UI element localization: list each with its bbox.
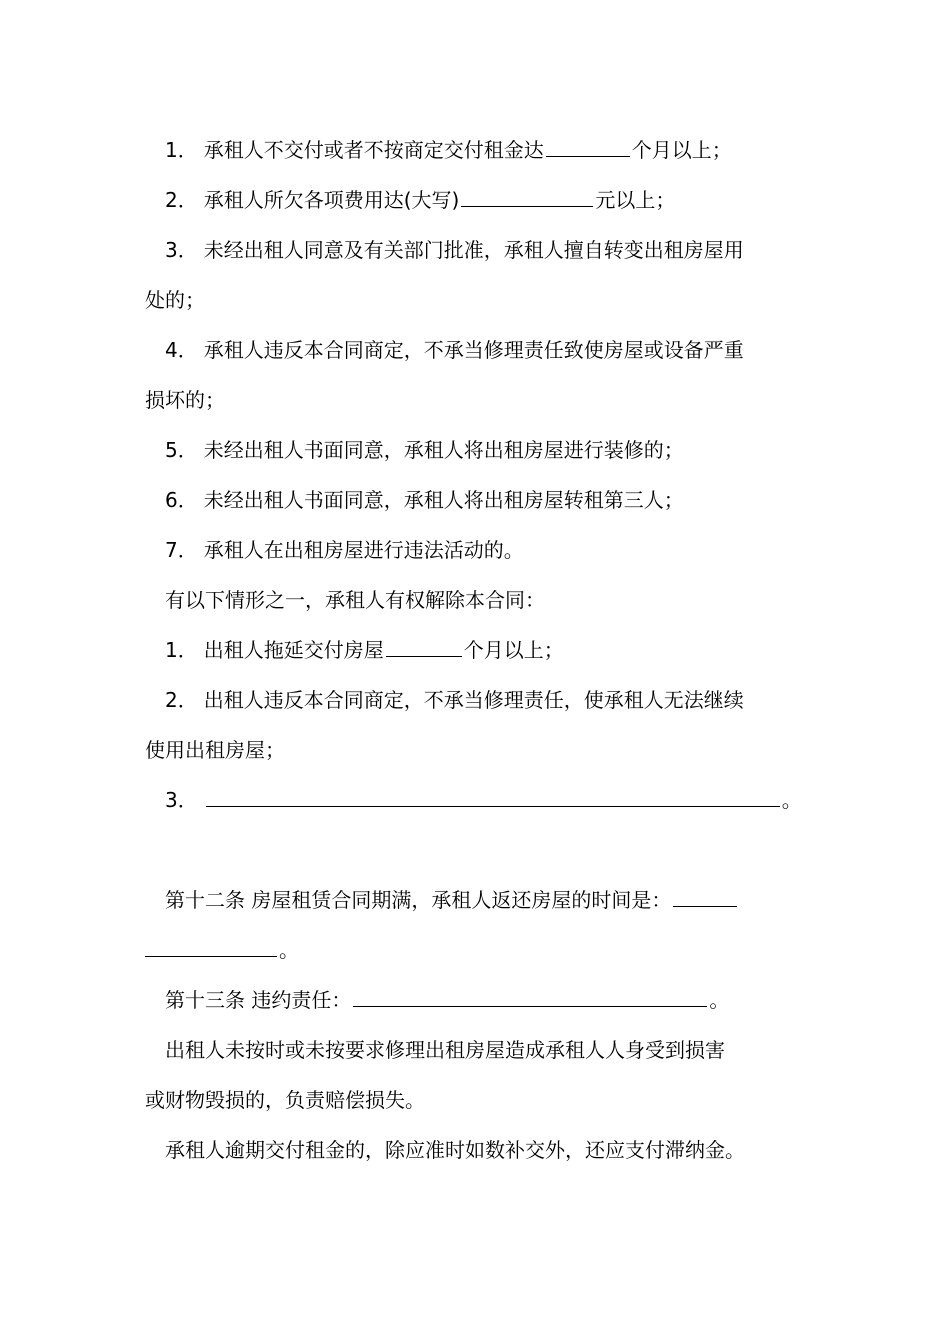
- clause-3-continuation: [145, 286, 825, 314]
- clause-1-rent-overdue: [165, 136, 845, 164]
- item-number: 6．: [165, 488, 198, 512]
- clause-text: 损坏的；: [145, 388, 225, 412]
- article-13-liability: [165, 986, 845, 1014]
- clause-6-sublease: [165, 486, 845, 514]
- fill-blank[interactable]: [673, 886, 737, 907]
- tenant-clause-2-repair: [165, 686, 845, 714]
- clause-2-unpaid-fees: [165, 186, 845, 214]
- item-number: 3．: [165, 788, 198, 812]
- clause-text: 处的；: [145, 288, 205, 312]
- tenant-late-payment: [165, 1136, 845, 1164]
- clause-text-suffix: 元以上；: [595, 188, 676, 212]
- item-number: 1．: [165, 138, 198, 162]
- item-number: 2．: [165, 688, 198, 712]
- clause-text: 出租人未按时或未按要求修理出租房屋造成承租人人身受到损害: [165, 1038, 725, 1062]
- clause-text: 未经出租人同意及有关部门批准，承租人擅自转变出租房屋用: [203, 238, 744, 262]
- clause-text-suffix: 。: [781, 788, 802, 812]
- fill-blank[interactable]: [145, 936, 277, 957]
- landlord-repair-liability: [165, 1036, 845, 1064]
- tenant-termination-heading: [165, 586, 845, 614]
- clause-7-illegal-activity: [165, 536, 845, 564]
- clause-text: 未经出租人书面同意，承租人将出租房屋转租第三人；: [203, 488, 684, 512]
- tenant-clause-2-continuation: [145, 736, 825, 764]
- clause-text: 未经出租人书面同意，承租人将出租房屋进行装修的；: [203, 438, 684, 462]
- clause-text: 出租人违反本合同商定，不承当修理责任，使承租人无法继续: [203, 688, 744, 712]
- clause-text-suffix: 个月以上；: [631, 138, 732, 162]
- clause-text: 或财物毁损的，负责赔偿损失。: [145, 1088, 425, 1112]
- clause-3-change-use: [165, 236, 845, 264]
- item-number: 1．: [165, 638, 198, 662]
- fill-blank[interactable]: [546, 136, 630, 157]
- article-12-continuation: [145, 936, 825, 964]
- clause-text: 承租人所欠各项费用达(大写): [203, 188, 460, 212]
- clause-text-suffix: 个月以上；: [463, 638, 564, 662]
- article-12-return-time: [165, 886, 845, 914]
- clause-text: 有以下情形之一，承租人有权解除本合同：: [165, 588, 545, 612]
- fill-blank[interactable]: [386, 636, 462, 657]
- item-number: 3．: [165, 238, 198, 262]
- clause-text: 出租人拖延交付房屋: [203, 638, 384, 662]
- clause-text: 第十三条 违约责任：: [165, 988, 352, 1012]
- clause-4-continuation: [145, 386, 825, 414]
- item-number: 2．: [165, 188, 198, 212]
- item-number: 4．: [165, 338, 198, 362]
- landlord-repair-liability-continuation: [145, 1086, 825, 1114]
- clause-text: 承租人不交付或者不按商定交付租金达: [203, 138, 544, 162]
- item-number: 7．: [165, 538, 198, 562]
- fill-blank[interactable]: [353, 986, 707, 1007]
- clause-5-renovation: [165, 436, 845, 464]
- fill-blank[interactable]: [206, 786, 780, 807]
- clause-4-repair-breach: [165, 336, 845, 364]
- clause-text: 使用出租房屋；: [145, 738, 285, 762]
- clause-text-suffix: 。: [279, 938, 299, 962]
- clause-text-suffix: 。: [709, 988, 730, 1012]
- tenant-clause-3-blank: [165, 786, 845, 814]
- clause-text: 承租人在出租房屋进行违法活动的。: [203, 538, 524, 562]
- item-number: 5．: [165, 438, 198, 462]
- clause-text: 第十二条 房屋租赁合同期满，承租人返还房屋的时间是：: [165, 888, 672, 912]
- fill-blank[interactable]: [461, 186, 593, 207]
- tenant-clause-1-delay: [165, 636, 845, 664]
- clause-text: 承租人违反本合同商定，不承当修理责任致使房屋或设备严重: [203, 338, 744, 362]
- clause-text: 承租人逾期交付租金的，除应准时如数补交外，还应支付滞纳金。: [165, 1138, 745, 1162]
